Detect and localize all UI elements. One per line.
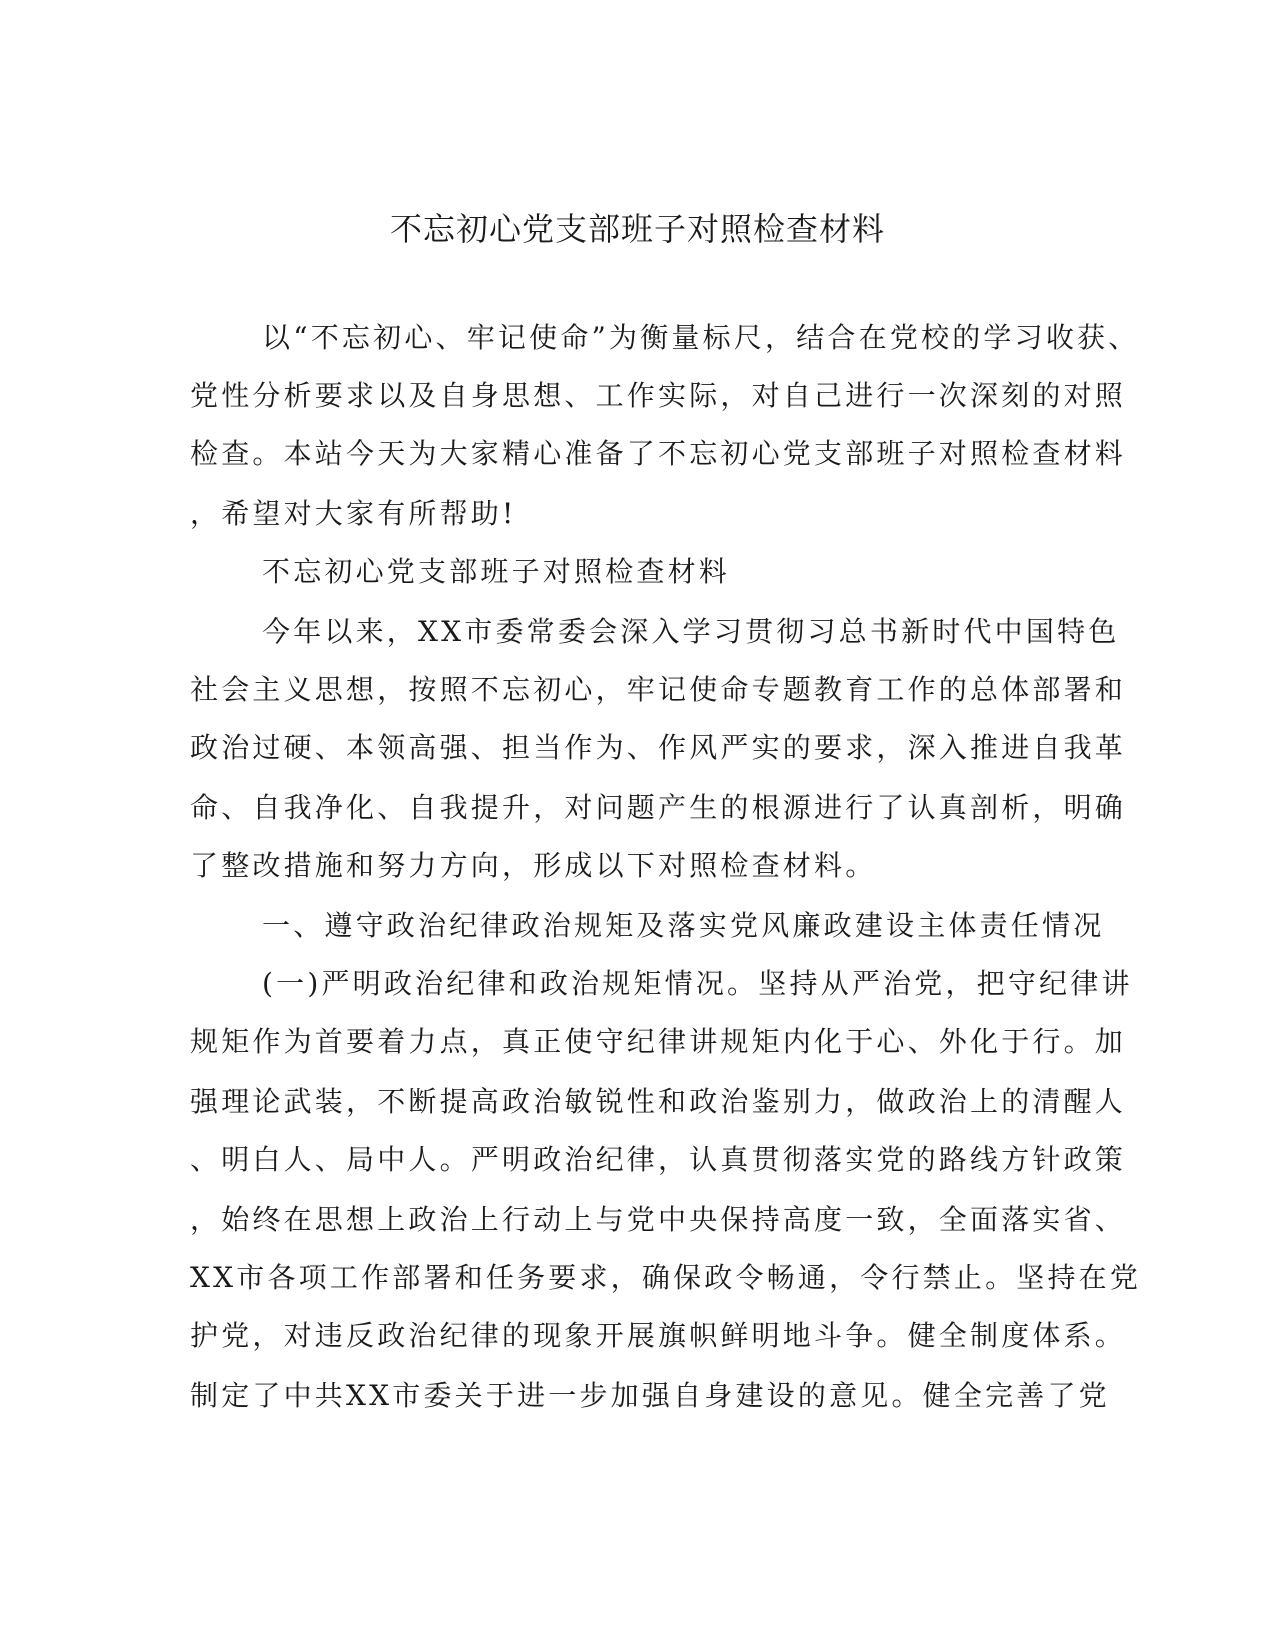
paragraph-line: ，始终在思想上政治上行动上与党中央保持高度一致，全面落实省、 <box>190 1203 1127 1236</box>
paragraph-line: ，希望对大家有所帮助! <box>190 497 517 530</box>
paragraph-line: 党性分析要求以及自身思想、工作实际，对自己进行一次深刻的对照 <box>190 379 1127 412</box>
paragraph-line: 社会主义思想，按照不忘初心，牢记使命专题教育工作的总体部署和 <box>190 673 1127 706</box>
paragraph-line: 不忘初心党支部班子对照检查材料 <box>262 555 731 588</box>
paragraph-line: 强理论武装，不断提高政治敏锐性和政治鉴别力，做政治上的清醒人 <box>190 1085 1127 1118</box>
section-heading: 一、遵守政治纪律政治规矩及落实党风廉政建设主体责任情况 <box>262 909 1105 942</box>
document-title: 不忘初心党支部班子对照检查材料 <box>389 210 885 248</box>
paragraph-line: 命、自我净化、自我提升，对问题产生的根源进行了认真剖析，明确 <box>190 791 1127 824</box>
paragraph-line: 、明白人、局中人。严明政治纪律，认真贯彻落实党的路线方针政策 <box>190 1143 1127 1176</box>
paragraph-line: XX市各项工作部署和任务要求，确保政令畅通，令行禁止。坚持在党 <box>190 1261 1142 1294</box>
paragraph-line: 政治过硬、本领高强、担当作为、作风严实的要求，深入推进自我革 <box>190 731 1127 764</box>
paragraph-line: 以“不忘初心、牢记使命”为衡量标尺，结合在党校的学习收获、 <box>262 321 1140 354</box>
paragraph-line: (一)严明政治纪律和政治规矩情况。坚持从严治党，把守纪律讲 <box>262 967 1133 1000</box>
paragraph-line: 检查。本站今天为大家精心准备了不忘初心党支部班子对照检查材料 <box>190 437 1127 470</box>
paragraph-line: 制定了中共XX市委关于进一步加强自身建设的意见。健全完善了党 <box>190 1379 1110 1412</box>
paragraph-line: 规矩作为首要着力点，真正使守纪律讲规矩内化于心、外化于行。加 <box>190 1025 1127 1058</box>
paragraph-line: 了整改措施和努力方向，形成以下对照检查材料。 <box>190 849 877 882</box>
paragraph-line: 今年以来，XX市委常委会深入学习贯彻习总书新时代中国特色 <box>262 615 1120 648</box>
paragraph-line: 护党，对违反政治纪律的现象开展旗帜鲜明地斗争。健全制度体系。 <box>190 1319 1127 1352</box>
